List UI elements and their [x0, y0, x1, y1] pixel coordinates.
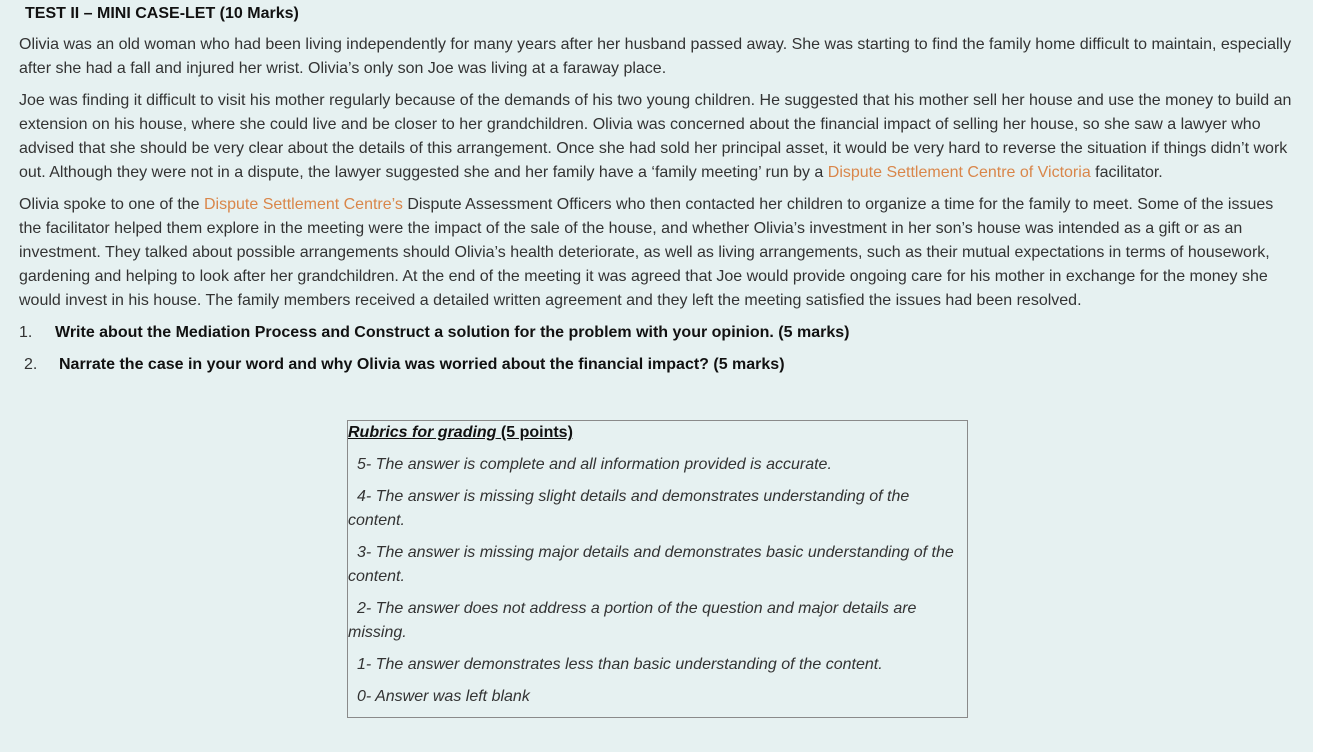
rubric-item-1: 1- The answer demonstrates less than basic understanding of the content.	[357, 656, 883, 673]
case-paragraph-1: Olivia was an old woman who had been living independently for many years after her husband passed away. She was starting to find the family home difficult to maintain, especially after she had a fall and injured her wrist. Olivia’s only son Joe was living at a faraway place.	[19, 36, 1292, 77]
rubric-item-2: 2- The answer does not address a portion of the question and major details are missing.	[348, 600, 917, 641]
case-paragraph-3-start: Olivia spoke to one of the	[19, 196, 204, 213]
rubric-item-0: 0- Answer was left blank	[357, 688, 530, 705]
question-2-text: Narrate the case in your word and why Olivia was worried about the financial impact? (5 marks)	[59, 356, 785, 373]
rubric-title	[348, 421, 573, 445]
rubric-title-points: (5 points)	[496, 424, 573, 441]
case-paragraph-2-end: facilitator.	[1090, 164, 1163, 181]
case-paragraph-3-text: Dispute Assessment Officers who then contacted her children to organize a time for the family to meet. Some of the issues the facilitator helped them explore in the meeting were the impact of the sale of the house, and whether Olivia’s investment in her son’s house was intended as a gift or as an investment. They talked about possible arrangements should Olivia’s health deteriorate, as well as living arrangements, such as their mutual expectations in terms of housework, gardening and helping to look after her grandchildren. At the end of the meeting it was agreed that Joe would provide ongoing care for his mother in exchange for the money she would invest in his house. The family members received a detailed written agreement and they left the meeting satisfied the issues had been resolved.	[19, 196, 1274, 309]
page-edge	[1313, 0, 1317, 752]
grading-rubric-box	[347, 420, 968, 718]
question-2-number: 2.	[24, 356, 38, 373]
case-paragraph-2-text: Joe was finding it difficult to visit his mother regularly because of the demands of his two young children. He suggested that his mother sell her house and use the money to build an extension on his house, where she could live and be closer to her grandchildren. Olivia was concerned about the financial impact of selling her house, so she saw a lawyer who advised that she should be very clear about the details of this arrangement. Once she had sold her principal asset, it would be very hard to reverse the situation if things didn’t work out. Although they were not in a dispute, the lawyer suggested she and her family have a ‘family meeting’ run by a	[19, 92, 1292, 181]
case-paragraph-3	[19, 193, 1299, 313]
rubric-item-4: 4- The answer is missing slight details and demonstrates understanding of the content.	[348, 488, 910, 529]
question-1-text: Write about the Mediation Process and Construct a solution for the problem with your opinion. (5 marks)	[55, 324, 850, 341]
dispute-centre-link[interactable]: Dispute Settlement Centre of Victoria	[827, 164, 1091, 181]
question-1-number: 1.	[19, 324, 33, 341]
rubric-item-5: 5- The answer is complete and all information provided is accurate.	[357, 456, 832, 473]
rubric-item-3: 3- The answer is missing major details and demonstrates basic understanding of the content.	[348, 544, 954, 585]
dispute-centre-link-2[interactable]: Dispute Settlement Centre’s	[204, 196, 403, 213]
test-title: TEST II – MINI CASE-LET (10 Marks)	[25, 5, 299, 22]
case-paragraph-2	[19, 89, 1299, 185]
rubric-title-text: Rubrics for grading	[348, 424, 497, 441]
